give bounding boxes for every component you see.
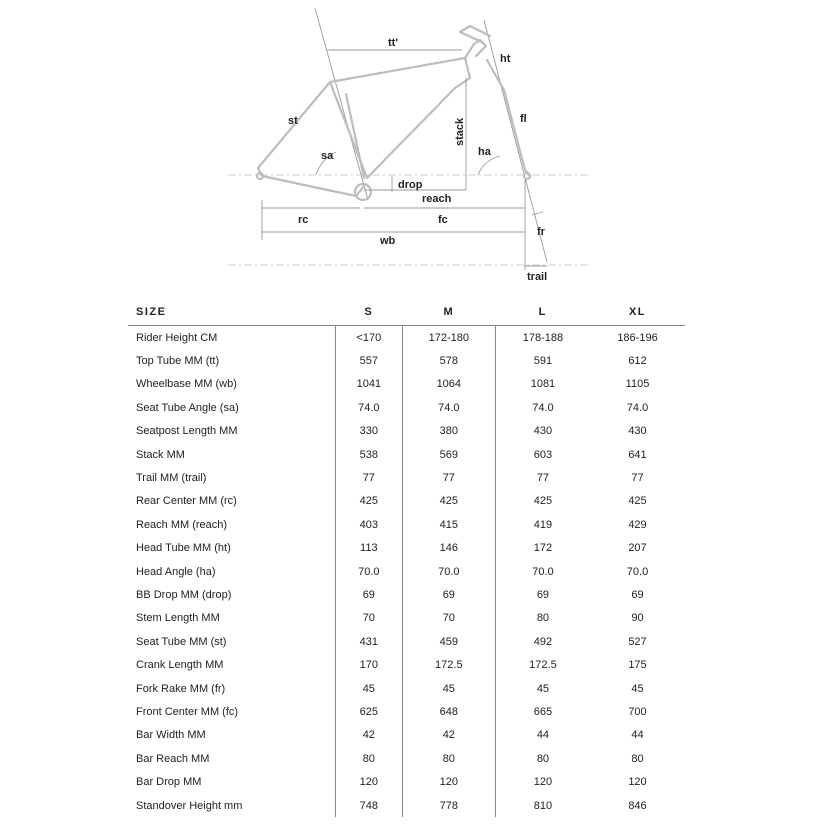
size-value: 641 xyxy=(628,448,647,461)
size-value: 120 xyxy=(628,776,647,789)
size-value: 80 xyxy=(536,752,550,765)
fl-label: fl xyxy=(520,113,527,125)
row-label: Stem Length MM xyxy=(136,612,220,625)
row-label: BB Drop MM (drop) xyxy=(136,588,232,601)
drop-label: drop xyxy=(398,179,423,191)
size-value: 425 xyxy=(533,495,553,508)
size-value: 748 xyxy=(335,794,402,817)
size-value: 69 xyxy=(402,583,495,606)
size-value: 120 xyxy=(402,770,495,793)
size-value: 207 xyxy=(628,542,647,555)
fc-label: fc xyxy=(438,214,448,226)
row-label: Head Angle (ha) xyxy=(136,565,216,578)
size-value: 425 xyxy=(335,490,402,513)
row-label: Seat Tube Angle (sa) xyxy=(136,401,239,414)
table-row xyxy=(128,653,685,676)
stack-label: stack xyxy=(454,117,466,146)
size-value: 74.0 xyxy=(532,401,554,414)
size-s-header: S xyxy=(335,298,402,326)
size-value: 778 xyxy=(402,794,495,817)
size-value: 603 xyxy=(533,448,553,461)
row-label: Trail MM (trail) xyxy=(136,472,207,485)
size-value: 80 xyxy=(536,612,550,625)
size-value: 425 xyxy=(628,495,647,508)
row-label: Head Tube MM (ht) xyxy=(136,542,231,555)
table-row xyxy=(128,724,685,747)
size-value: 648 xyxy=(402,700,495,723)
table-row xyxy=(128,560,685,583)
table-row xyxy=(128,443,685,466)
size-value: 700 xyxy=(628,705,647,718)
table-row xyxy=(128,607,685,630)
row-label: Front Center MM (fc) xyxy=(136,705,239,718)
table-row xyxy=(128,513,685,536)
table-row xyxy=(128,466,685,489)
size-value: 80 xyxy=(335,747,402,770)
size-value: 419 xyxy=(533,518,553,531)
bike-frame xyxy=(257,26,530,200)
table-row xyxy=(128,700,685,723)
size-value: 175 xyxy=(628,659,647,672)
size-value: 1041 xyxy=(335,373,402,396)
size-value: 527 xyxy=(628,635,647,648)
ha-label: ha xyxy=(478,146,491,158)
size-value: 1081 xyxy=(530,378,556,391)
size-value: 557 xyxy=(335,349,402,372)
size-value: 74.0 xyxy=(402,396,495,419)
tt-label: tt' xyxy=(388,37,398,49)
table-row xyxy=(128,373,685,396)
size-value: 380 xyxy=(402,420,495,443)
size-value: 172 xyxy=(533,542,553,555)
size-value: 403 xyxy=(335,513,402,536)
table-row xyxy=(128,747,685,770)
size-value: 665 xyxy=(533,705,553,718)
table-row xyxy=(128,490,685,513)
size-value: 45 xyxy=(335,677,402,700)
size-value: 69 xyxy=(536,588,550,601)
trail-label: trail xyxy=(527,271,548,283)
size-value: 492 xyxy=(533,635,553,648)
size-header: SIZE xyxy=(128,298,335,326)
size-value: 569 xyxy=(402,443,495,466)
fr-label: fr xyxy=(537,226,545,238)
row-label: Wheelbase MM (wb) xyxy=(136,378,237,391)
wb-label: wb xyxy=(380,235,396,247)
seat-tube-axis xyxy=(315,8,368,200)
size-value: 146 xyxy=(402,537,495,560)
size-value: 77 xyxy=(335,466,402,489)
size-value: 77 xyxy=(631,472,644,485)
table-row xyxy=(128,349,685,372)
size-value: 425 xyxy=(402,490,495,513)
row-label: Fork Rake MM (fr) xyxy=(136,682,226,695)
size-xl-header: XL xyxy=(590,298,685,326)
size-value: 429 xyxy=(628,518,647,531)
size-value: 80 xyxy=(631,752,644,765)
ha-angle-arc xyxy=(478,156,500,175)
reach-label: reach xyxy=(422,193,452,205)
size-value: 45 xyxy=(536,682,550,695)
size-value: 120 xyxy=(335,770,402,793)
row-label: Top Tube MM (tt) xyxy=(136,355,220,368)
table-row xyxy=(128,794,685,817)
ht-label: ht xyxy=(500,53,511,65)
size-value: 113 xyxy=(335,537,402,560)
size-value: 44 xyxy=(536,729,550,742)
row-label: Reach MM (reach) xyxy=(136,518,228,531)
row-label: Bar Width MM xyxy=(136,729,206,742)
size-value: 70.0 xyxy=(335,560,402,583)
size-value: 625 xyxy=(335,700,402,723)
size-value: 77 xyxy=(402,466,495,489)
size-value: 170 xyxy=(335,653,402,676)
size-value: 330 xyxy=(335,420,402,443)
st-label: st xyxy=(288,115,298,127)
size-value: 578 xyxy=(402,349,495,372)
size-value: 42 xyxy=(335,724,402,747)
row-label: Standover Height mm xyxy=(136,799,243,812)
size-value: 172-180 xyxy=(402,326,495,350)
size-value: 538 xyxy=(335,443,402,466)
size-value: 70.0 xyxy=(532,565,554,578)
size-value: <170 xyxy=(335,326,402,350)
table-row xyxy=(128,396,685,419)
row-label: Bar Reach MM xyxy=(136,752,210,765)
size-value: 44 xyxy=(631,729,644,742)
table-row xyxy=(128,630,685,653)
size-value: 178-188 xyxy=(522,331,564,344)
size-value: 846 xyxy=(628,799,647,812)
row-label: Rider Height CM xyxy=(136,331,218,344)
size-value: 69 xyxy=(631,588,644,601)
size-value: 45 xyxy=(402,677,495,700)
table-row xyxy=(128,770,685,793)
table-row xyxy=(128,420,685,443)
row-label: Bar Drop MM xyxy=(136,776,202,789)
size-value: 70 xyxy=(335,607,402,630)
size-value: 90 xyxy=(631,612,644,625)
size-value: 591 xyxy=(533,355,553,368)
row-label: Seat Tube MM (st) xyxy=(136,635,227,648)
size-value: 45 xyxy=(631,682,644,695)
size-value: 172.5 xyxy=(529,659,557,672)
row-label: Crank Length MM xyxy=(136,659,224,672)
size-value: 70.0 xyxy=(626,565,649,578)
table-row xyxy=(128,326,685,350)
size-value: 431 xyxy=(335,630,402,653)
size-value: 172.5 xyxy=(402,653,495,676)
size-value: 74.0 xyxy=(626,401,649,414)
size-value: 80 xyxy=(402,747,495,770)
geometry-table xyxy=(128,298,685,817)
size-value: 1064 xyxy=(402,373,495,396)
table-header-row xyxy=(128,298,685,326)
size-value: 612 xyxy=(628,355,647,368)
size-value: 74.0 xyxy=(335,396,402,419)
size-value: 77 xyxy=(536,472,550,485)
size-value: 70.0 xyxy=(402,560,495,583)
size-m-header: M xyxy=(402,298,495,326)
frame-geometry-diagram xyxy=(0,0,830,290)
table-row xyxy=(128,583,685,606)
size-value: 430 xyxy=(533,425,553,438)
rear-axle xyxy=(257,173,263,179)
sa-label: sa xyxy=(321,150,334,162)
table-row xyxy=(128,537,685,560)
size-value: 186-196 xyxy=(617,331,658,344)
row-label: Rear Center MM (rc) xyxy=(136,495,237,508)
row-label: Stack MM xyxy=(136,448,185,461)
size-l-header: L xyxy=(495,298,590,326)
size-value: 459 xyxy=(402,630,495,653)
size-value: 120 xyxy=(533,776,553,789)
size-value: 430 xyxy=(628,425,647,438)
size-value: 69 xyxy=(335,583,402,606)
front-axle xyxy=(524,173,530,179)
table-row xyxy=(128,677,685,700)
size-value: 810 xyxy=(533,799,553,812)
size-value: 415 xyxy=(402,513,495,536)
rc-label: rc xyxy=(298,214,309,226)
row-label: Seatpost Length MM xyxy=(136,425,238,438)
size-value: 1105 xyxy=(625,378,650,391)
size-value: 70 xyxy=(402,607,495,630)
size-value: 42 xyxy=(402,724,495,747)
